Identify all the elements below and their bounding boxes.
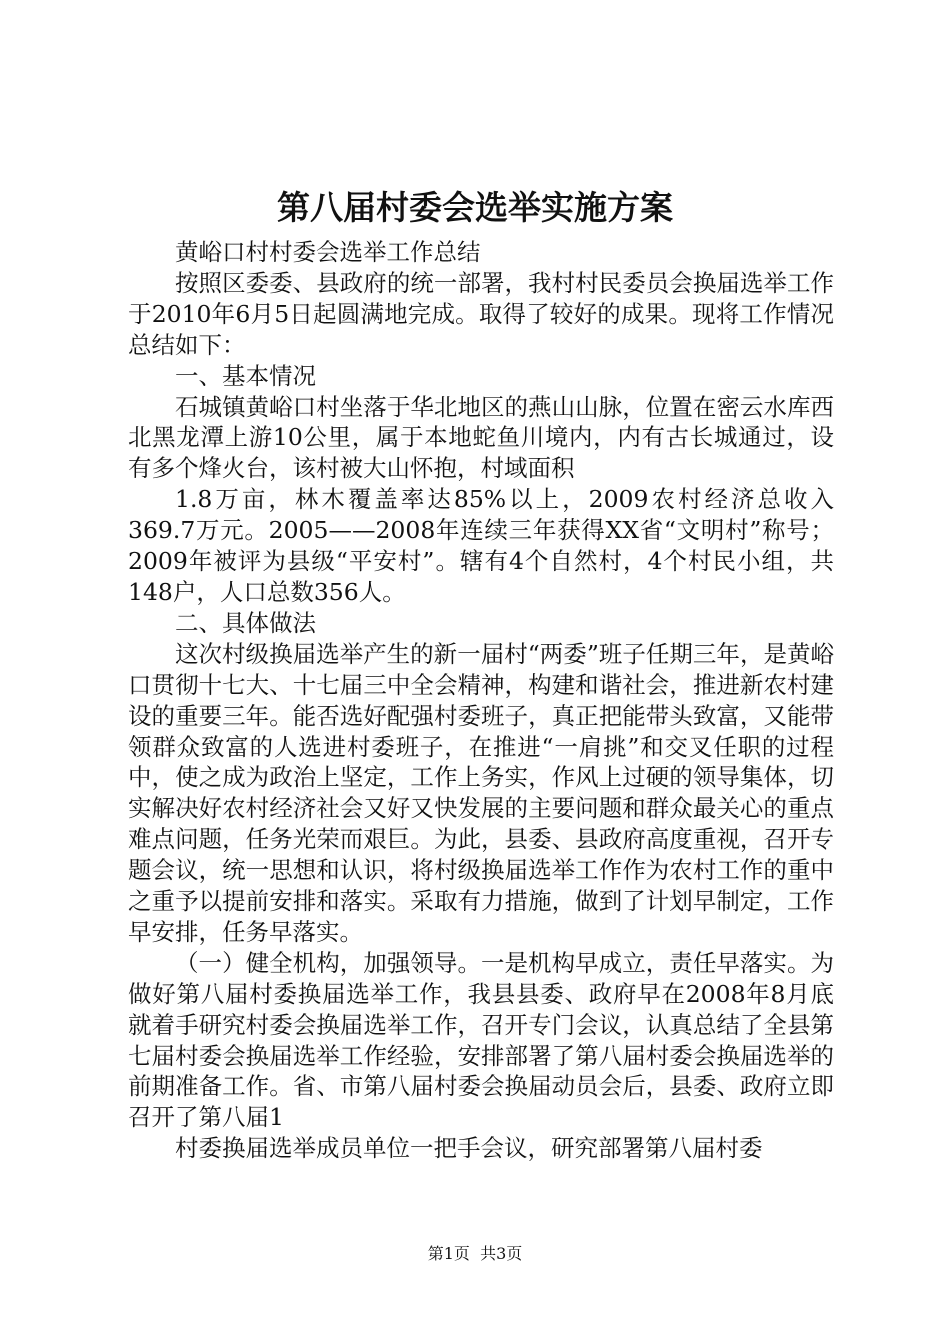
paragraph-organization: （一）健全机构，加强领导。一是机构早成立，责任早落实。为做好第八届村委换届选举工作，我县县委、政府早在2008年8月底就着手研究村委会换届选举工作，召开专门会议，认真总结了全县第七届村委会换届选举工作经验，安排部署了第八届村委会换届选举的前期准备工作。省、市第八届村委会换届动员会后，县委、政府立即召开了第八届1	[128, 948, 834, 1132]
paragraph-location: 石城镇黄峪口村坐落于华北地区的燕山山脉，位置在密云水库西北黑龙潭上游10公里，属于本地蛇鱼川境内，内有古长城通过，设有多个烽火台，该村被大山怀抱，村域面积	[128, 392, 834, 483]
document-title: 第八届村委会选举实施方案	[277, 188, 673, 227]
paragraph-statistics: 1.8万亩，林木覆盖率达85%以上，2009农村经济总收入369.7万元。2005——2008年连续三年获得XX省“文明村”称号；2009年被评为县级“平安村”。辖有4个自然村，4个村民小组，共148户，人口总数356人。	[128, 485, 834, 606]
page-footer: 第1页 共3页	[427, 1244, 523, 1263]
section-heading-practice: 二、具体做法	[175, 608, 316, 637]
section-heading-basic: 一、基本情况	[175, 361, 316, 390]
paragraph-subtitle: 黄峪口村村委会选举工作总结	[175, 238, 481, 266]
paragraph-continuation: 村委换届选举成员单位一把手会议，研究部署第八届村委	[175, 1134, 763, 1163]
paragraph-intro: 按照区委委、县政府的统一部署，我村村民委员会换届选举工作于2010年6月5日起圆满地完成。取得了较好的成果。现将工作情况总结如下：	[128, 268, 834, 359]
paragraph-practice: 这次村级换届选举产生的新一届村“两委”班子任期三年，是黄峪口贯彻十七大、十七届三中全会精神，构建和谐社会，推进新农村建设的重要三年。能否选好配强村委班子，真正把能带头致富，又能带领群众致富的人选进村委班子，在推进“一肩挑”和交叉任职的过程中，使之成为政治上坚定，工作上务实，作风上过硬的领导集体，切实解决好农村经济社会又好又快发展的主要问题和群众最关心的重点难点问题，任务光荣而艰巨。为此，县委、县政府高度重视，召开专题会议，统一思想和认识，将村级换届选举工作作为农村工作的重中之重予以提前安排和落实。采取有力措施，做到了计划早制定，工作早安排，任务早落实。	[128, 639, 834, 946]
document-body	[128, 237, 834, 1164]
